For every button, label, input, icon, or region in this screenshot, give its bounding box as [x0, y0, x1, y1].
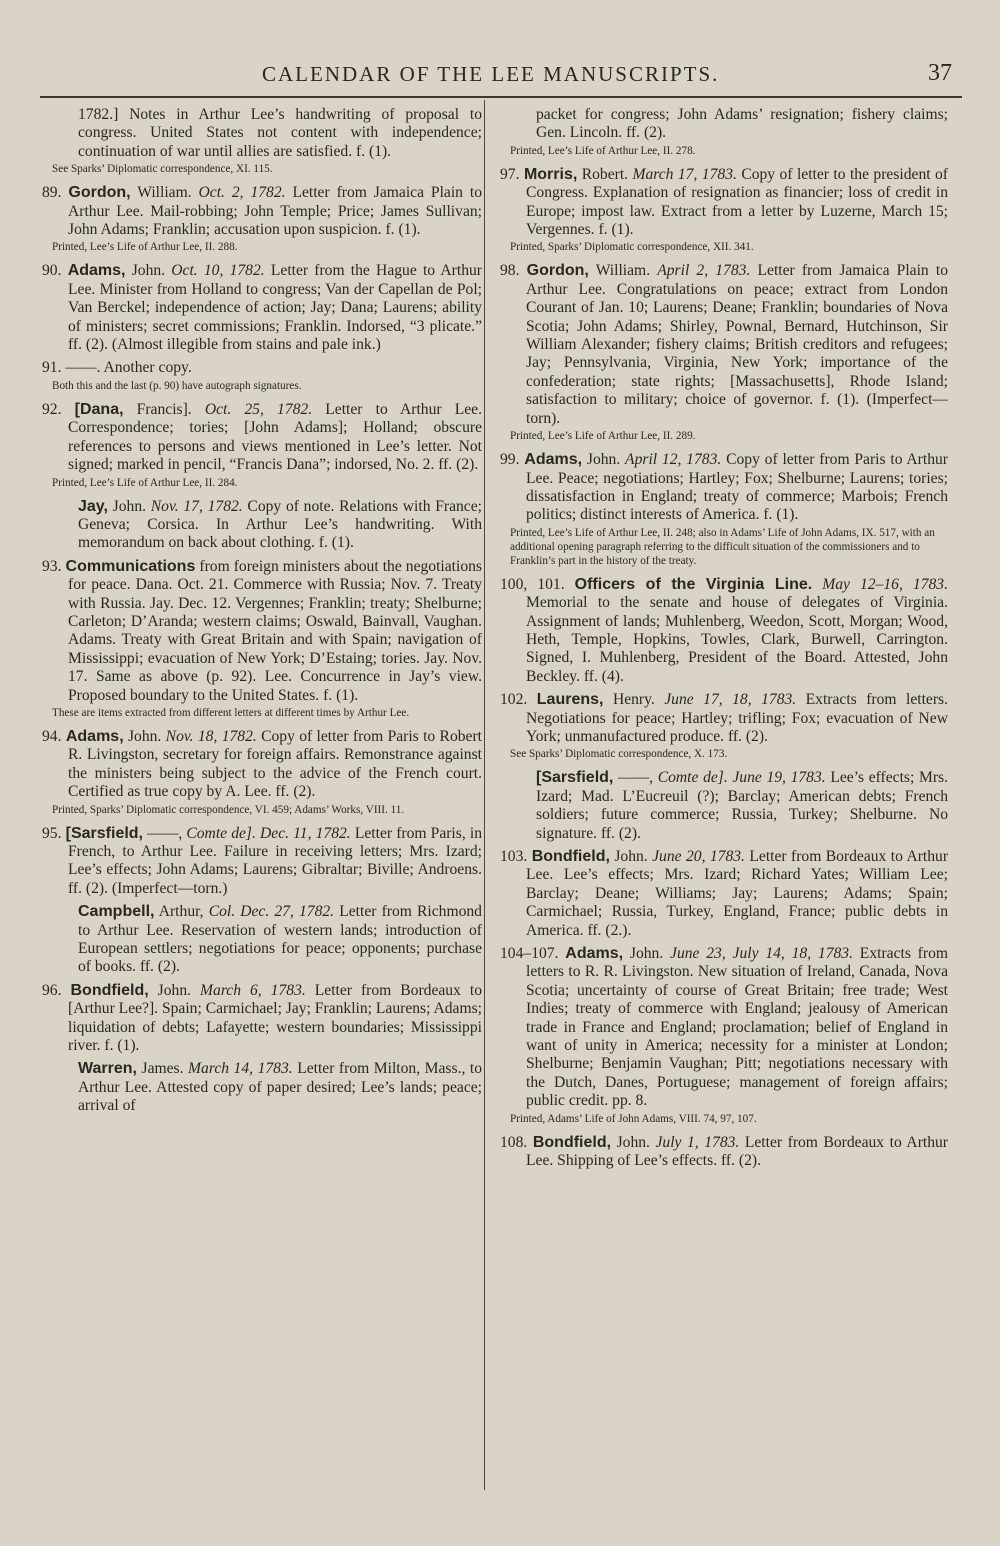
- calendar-entry: [42, 1060, 482, 1115]
- entry-description: Letter from Jamaica Plain to Arthur Lee. Mail-robbing; John Temple; Price; James Sullivan; John Adams; Franklin; accusation upon suspicion. f. (1).: [68, 184, 482, 239]
- entry-note: Printed, Lee’s Life of Arthur Lee, II. 248; also in Adams’ Life of John Adams, IX. 517, with an additional opening paragraph referring to the difficult situation of the commissioners and to Franklin’s part in the history of the treaty.: [510, 526, 935, 567]
- entry-note: Printed, Sparks’ Diplomatic correspondence, VI. 459; Adams’ Works, VIII. 11.: [52, 803, 405, 816]
- entry-note: Printed, Lee’s Life of Arthur Lee, II. 288.: [52, 241, 238, 254]
- calendar-entry: [500, 691, 948, 761]
- entry-number: 100, 101.: [500, 575, 565, 593]
- entry-text: [500, 262, 948, 428]
- entry-text: [42, 903, 482, 977]
- entry-name: [Sarsfield,: [65, 824, 143, 842]
- entry-number: 98.: [500, 262, 520, 280]
- calendar-entry: [500, 945, 948, 1126]
- entry-name: Warren,: [78, 1060, 137, 1078]
- entry-note: Printed, Sparks’ Diplomatic correspondence, XII. 341.: [510, 241, 754, 254]
- entry-number: 89.: [42, 184, 62, 202]
- entry-description: Copy of letter from Paris to Arthur Lee. Peace; negotiations; Hartley; Fox; Shelburne; Laurens; tories; dissatisfaction in England; treaty of commerce; Marbois; French politics; distinct interests of America. f. (1).: [526, 451, 948, 524]
- entry-name: Jay,: [78, 497, 108, 515]
- entry-text: [42, 825, 482, 899]
- entry-text: [42, 1060, 482, 1115]
- calendar-entry: [500, 1134, 948, 1171]
- entry-number: 96.: [42, 981, 62, 999]
- entry-given-name: John.: [123, 727, 166, 745]
- entry-name: Bondfield,: [70, 981, 149, 999]
- entry-number: 90.: [42, 262, 62, 280]
- entry-number: 92.: [42, 400, 62, 418]
- entry-note: See Sparks’ Diplomatic correspondence, X. 173.: [510, 748, 728, 761]
- entry-date: Oct. 10, 1782.: [171, 262, 265, 280]
- entry-description: Another copy.: [103, 359, 192, 377]
- calendar-entry: [500, 576, 948, 686]
- entry-text: [500, 106, 948, 143]
- entry-date: June 23, July 14, 18, 1783.: [670, 945, 853, 963]
- entry-text: [42, 184, 482, 239]
- calendar-entry: [42, 728, 482, 817]
- entry-description: from foreign ministers about the negotiations for peace. Dana. Oct. 21. Commerce with Russia; Nov. 7. Treaty with Russia. Jay. Dec. 12. Vergennes; Franklin; treaty; Shelburne; Carleton; D’Aranda; western claims; Oswald, Bainvall, Vaughan. Adams. Treaty with Great Britain and with Spain; navigation of Mississippi; evacuation of New York; D’Estaing; tories. Jay. Nov. 17. Same as above (p. 92). Lee. Concurrence in Jay’s view. Proposed boundary to the United States. f. (1).: [68, 557, 483, 704]
- entry-text: [42, 982, 482, 1056]
- entry-date: April 12, 1783.: [625, 451, 722, 469]
- entry-description: Letter to Arthur Lee. Correspondence; tories; [John Adams]; Holland; obscure references to persons and views mentioned in Lee’s letter. Not signed; marked in pencil, “Francis Dana”; indorsed, No. 2. ff. (2).: [68, 400, 482, 474]
- entry-description: Copy of letter to the president of Congress. Explanation of resignation as financier; loss of credit in Europe; impost law. Extract from a letter by Luzerne, March 15; Vergennes. f. (1).: [526, 165, 948, 239]
- entry-text: [42, 558, 482, 705]
- entry-date: July 1, 1783.: [655, 1133, 740, 1151]
- entry-description: Memorial to the senate and house of delegates of Virginia. Assignment of lands; Muhlenberg, Weedon, Scott, Morgan; Wood, Heth, Temple, Hopkins, Towles, Clark, Burwell, Carrington. Signed, I. Muhlenberg, President of the Board. Attested, John Beckley. ff. (4).: [526, 594, 948, 685]
- left-column: [42, 106, 482, 1121]
- entry-description: Extracts from letters. Negotiations for peace; Hartley; trifling; Fox; evacuation of New York; unmanufactured produce. ff. (2).: [526, 691, 948, 745]
- entry-description: Extracts from letters to R. R. Livingston. New situation of Ireland, Canada, Nova Scotia; uncertainty of course of Great Britain; free trade; West Indies; treaty of commerce with England; jealousy of American trade in France and England; proclamation; belief of England in want of unity in America; necessity for a minister at London; Shelburne; Benjamin Vaughan; Pitt; negotiations necessary with the Dutch, Danes, Portuguese; management of foreign affairs; public credit. pp. 8.: [526, 945, 948, 1110]
- entry-description: Copy of letter from Paris to Robert R. Livingston, secretary for foreign affairs. Remonstrance against the ministers being subject to the advice of the French court. Certified as true copy by A. Lee. ff. (2).: [68, 727, 482, 801]
- entry-name: [Sarsfield,: [536, 769, 614, 787]
- calendar-entry: [42, 825, 482, 899]
- entry-text: [42, 498, 482, 553]
- entry-date: May 12–16, 1783.: [822, 575, 948, 593]
- entry-description: Copy of note. Relations with France; Geneva; Corsica. In Arthur Lee’s handwriting. With memorandum on back about clothing. f. (1).: [78, 497, 482, 552]
- calendar-entry: [500, 106, 948, 158]
- entry-given-name: ——.: [65, 359, 104, 377]
- calendar-entry: [42, 106, 482, 176]
- entry-name: Officers of the Virginia Line.: [574, 575, 813, 593]
- calendar-entry: [42, 498, 482, 553]
- entry-description: Letter from Richmond to Arthur Lee. Reservation of western lands; introduction of European settlers; negotiations for peace; opponents; purchase of books. ff. (2).: [78, 903, 482, 976]
- entry-description: 1782.] Notes in Arthur Lee’s handwriting of proposal to congress. United States not content with independence; continuation of war until allies are satisfied. f. (1).: [78, 106, 482, 160]
- entry-given-name: John.: [582, 451, 626, 469]
- entry-name: Adams,: [524, 451, 583, 469]
- entry-given-name: ——,: [613, 769, 658, 787]
- entry-note: Printed, Lee’s Life of Arthur Lee, II. 284.: [52, 476, 238, 489]
- entry-number: 99.: [500, 451, 520, 469]
- entry-date: Oct. 2, 1782.: [198, 184, 286, 202]
- entry-given-name: John.: [148, 981, 201, 999]
- entry-name: Laurens,: [536, 691, 604, 709]
- entry-number: 94.: [42, 727, 62, 745]
- calendar-entry: [500, 166, 948, 255]
- entry-date: March 14, 1783.: [188, 1060, 293, 1078]
- entry-date: Comte de]. June 19, 1783.: [657, 769, 826, 787]
- entry-given-name: John.: [125, 262, 172, 280]
- entry-description: Letter from the Hague to Arthur Lee. Minister from Holland to congress; Van der Capellan de Pol; Van Berckel; independence of action; Jay; Dana; Laurens; ability of ministers; secret commissions; Franklin. Indorsed, “3 plicate.” ff. (2). (Almost illegible from stains and pale ink.): [68, 262, 482, 354]
- entry-number: 93.: [42, 557, 62, 575]
- page-title: CALENDAR OF THE LEE MANUSCRIPTS.: [262, 62, 720, 86]
- entry-name: Adams,: [565, 945, 624, 963]
- calendar-entry: [500, 451, 948, 568]
- entry-number: 97.: [500, 165, 520, 183]
- column-divider: [484, 100, 485, 1490]
- entry-given-name: ——,: [143, 824, 187, 842]
- entry-text: [500, 576, 948, 686]
- entry-date: Comte de]. Dec. 11, 1782.: [186, 824, 351, 842]
- entry-description: Lee’s effects; Mrs. Izard; Mad. L’Eucreuil (?); Barclay; American debts; French soldiers; future commerce; Russia, Turkey; Shelburne. No signature. ff. (2).: [536, 769, 948, 842]
- entry-description: Letter from Bordeaux to [Arthur Lee?]. Spain; Carmichael; Jay; Franklin; Laurens; Adams; liquidation of debts; Lafayette; western boundaries; Mississippi river. f. (1).: [68, 981, 482, 1055]
- entry-given-name: Arthur,: [154, 903, 209, 921]
- entry-date: June 20, 1783.: [652, 848, 745, 865]
- entry-note: Both this and the last (p. 90) have autograph signatures.: [52, 379, 302, 392]
- entry-date: Oct. 25, 1782.: [204, 400, 313, 418]
- entry-description: packet for congress; John Adams’ resignation; fishery claims; Gen. Lincoln. ff. (2).: [536, 106, 948, 142]
- calendar-entry: [42, 359, 482, 392]
- entry-date: Nov. 18, 1782.: [165, 727, 257, 745]
- entry-name: Morris,: [523, 165, 578, 183]
- entry-number: 91.: [42, 359, 62, 377]
- entry-text: [42, 262, 482, 354]
- entry-note: See Sparks’ Diplomatic correspondence, XI. 115.: [52, 163, 273, 176]
- entry-given-name: John.: [107, 497, 151, 515]
- entry-name: Communications: [65, 557, 196, 575]
- entry-name: Bondfield,: [532, 1133, 612, 1151]
- entry-text: [500, 848, 948, 940]
- entry-text: [500, 166, 948, 240]
- entry-text: [500, 769, 948, 843]
- entry-description: Letter from Bordeaux to Arthur Lee. Lee’s effects; Mrs. Izard; Richard Yates; William Lee; Barclay; Deane; Williams; Jay; Laurens; Adams; Spain; Carmichael; Russia, Turkey, England, France; public debts in America. ff. (2.).: [526, 848, 949, 939]
- calendar-entry: [42, 982, 482, 1056]
- entry-given-name: William.: [130, 184, 199, 202]
- entry-date: March 6, 1783.: [200, 981, 306, 999]
- entry-date: June 17, 18, 1783.: [664, 691, 797, 709]
- entry-name: Gordon,: [68, 184, 131, 202]
- entry-given-name: John.: [623, 945, 671, 963]
- entry-text: [500, 1134, 948, 1171]
- entry-given-name: James.: [136, 1060, 189, 1078]
- calendar-entry: [42, 184, 482, 254]
- entry-note: These are items extracted from different letters at different times by Arthur Lee.: [52, 706, 410, 719]
- entry-text: [500, 945, 948, 1111]
- entry-text: [42, 401, 482, 475]
- entry-number: 102.: [500, 691, 528, 709]
- entry-given-name: Francis].: [123, 400, 205, 418]
- entry-given-name: [812, 576, 822, 593]
- calendar-entry: [500, 848, 948, 940]
- entry-number: 103.: [500, 848, 528, 865]
- calendar-entry: [42, 558, 482, 720]
- entry-name: [Dana,: [74, 400, 124, 418]
- entry-date: March 17, 1783.: [632, 165, 737, 183]
- calendar-entry: [500, 262, 948, 443]
- entry-given-name: Henry.: [603, 691, 665, 709]
- entry-note: Printed, Adams’ Life of John Adams, VIII. 74, 97, 107.: [510, 1112, 757, 1125]
- entry-number: 108.: [500, 1133, 528, 1151]
- right-column: [500, 106, 948, 1176]
- entry-name: Bondfield,: [531, 848, 610, 865]
- entry-given-name: William.: [588, 262, 658, 280]
- entry-note: Printed, Lee’s Life of Arthur Lee, II. 289.: [510, 430, 696, 443]
- entry-date: Nov. 17, 1782.: [150, 497, 243, 515]
- calendar-entry: [42, 401, 482, 490]
- page-number: 37: [928, 60, 952, 86]
- entry-name: Campbell,: [78, 903, 155, 921]
- entry-name: Adams,: [65, 727, 124, 745]
- entry-text: [500, 691, 948, 746]
- calendar-entry: [42, 262, 482, 354]
- entry-date: Col. Dec. 27, 1782.: [208, 903, 335, 921]
- entry-number: 95.: [42, 824, 62, 842]
- entry-description: Letter from Jamaica Plain to Arthur Lee. Congratulations on peace; extract from London Courant of Jan. 10; Laurens; Deane; Franklin; boundaries of Nova Scotia; John Adams; Shirley, Pownal, Bernard, Hutchinson, Sir William Alexander; fishery claims; British creditors and refugees; Jay; Pennsylvania, Virginia, New York; importance of the confederation; state rights; [Massachusetts], Rhode Island; satisfaction to military; choice of governor. f. (1). (Imperfect—torn).: [526, 262, 948, 427]
- entry-note: Printed, Lee’s Life of Arthur Lee, II. 278.: [510, 144, 696, 157]
- entry-given-name: John.: [611, 1133, 656, 1151]
- entry-text: [42, 106, 482, 161]
- running-header: [40, 62, 962, 98]
- entry-text: [500, 451, 948, 525]
- entry-number: 104–107.: [500, 945, 559, 963]
- entry-description: Letter from Milton, Mass., to Arthur Lee. Attested copy of paper desired; Lee’s lands; peace; arrival of: [78, 1060, 483, 1115]
- calendar-entry: [500, 769, 948, 843]
- entry-text: [42, 359, 482, 377]
- entry-name: Gordon,: [526, 262, 589, 280]
- calendar-entry: [42, 903, 482, 977]
- entry-date: April 2, 1783.: [657, 262, 751, 280]
- entry-description: Letter from Paris, in French, to Arthur Lee. Failure in receiving letters; Mrs. Izard; Lee’s effects; John Adams; Laurens; Gibraltar; Biville; Androens. ff. (2). (Imperfect—torn.): [68, 824, 482, 897]
- entry-name: Adams,: [67, 262, 126, 280]
- entry-given-name: John.: [609, 848, 653, 865]
- entry-description: Letter from Bordeaux to Arthur Lee. Shipping of Lee’s effects. ff. (2).: [526, 1133, 949, 1170]
- entry-given-name: Robert.: [577, 165, 633, 183]
- entry-text: [42, 728, 482, 802]
